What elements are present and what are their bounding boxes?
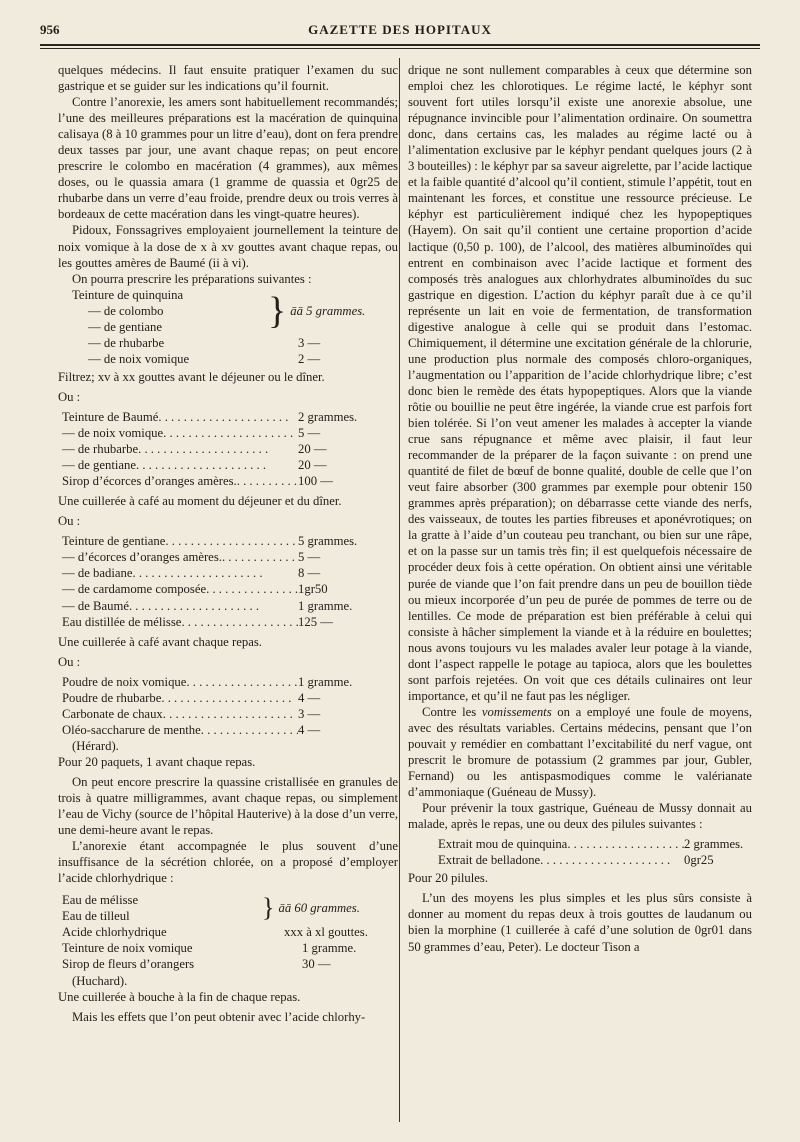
leader-dots [567,836,684,852]
rx-quantity: 20 — [298,458,327,473]
rx-quantity: 3 — [298,706,321,721]
rx-item: Eau de mélisse [62,893,139,908]
rx-quantity: 4 — [298,722,321,737]
rx-row [62,674,380,690]
rx-item: — d’écorces d’oranges amères. [62,550,222,565]
leader-dots [540,852,684,868]
rx-row [62,581,380,597]
journal-title: GAZETTE DES HOPITAUX [308,22,492,37]
rx-item: Teinture de noix vomique [62,941,193,956]
paragraph: drique ne sont nullement comparables à ceux que détermine son emploi chez les chlorotiques. Le régime lacté, le képhyr sont souvent fort utiles lorsqu’il existe une anorexie absolue, une répugnance invincible pour l’alimentation ordinaire. On soumettra donc, dans certains cas, les malades au régime lacté ou à l’alimentation exclusive par le képhyr pendant quelques jours (2 à 3 bouteilles) : le képhyr par sa saveur aigrelette, par l’acide lactique et la faible quantité d’alcool qu’il contient, stimule l’appétit, tout en maintenant les forces, et constitue une ressource précieuse. Le képhyr est particulièrement indiqué chez les hypopeptiques (Hayem). On sait qu’il contient une certaine proportion d’acide lactique (0,50 p. 100), de l’alcool, des matières albuminoïdes qui entrent en combinaison avec l’acide lactique et forment des composés très analogues aux chlorhydrates albuminoïdes du suc gastrique en digestion. L’action du képhyr paraît due à ce qu’il représente un lait en voie de fermentation, de transformation digestive analogue à celle qui se produit dans l’estomac. Chimiquement, il détermine une excitation générale de la chlorurie, une production plus normale des composés chloro-organiques, l’augmentation ou l’apparition de l’acide chlorhydrique libre; c’est donc bien le remède des états hypopeptiques. Alors que la viande rôtie ou bouillie ne peut être ingérée, la viande crue est parfois fort bien tolérée. Si l’on veut amener les malades à accepter la viande crue sans répugnance et même avec plaisir, il faut leur recommander de la préparer de la façon suivante : on prend une quantité de filet de bœuf de bonne qualité, double de celle que l’on veut faire absorber (300 grammes par exemple pour obtenir 150 grammes après préparation); on débarrasse cette viande des nerfs, des vaisseaux, de toutes les parties fibreuses et aponévrotiques; on la gratte à l’aide d’un couteau peu tranchant, ou bien sur une râpe, et on la passe sur un tamis très fin; il est quelquefois nécessaire de procéder deux fois à cette opération. On obtient ainsi une véritable purée de viande que l’on fait prendre dans un peu de bouillon tiède ou mieux incorporée d’un peu de purée de pommes de terre ou de lentilles. Ce mode de préparation est bien préférable à celui qui consiste à hâcher simplement la viande et à la réduire en boulettes; nous avons toujours vu les malades avaler leur potage à la viande, dont l’aspect rappelle le potage au tapioca, alors que les boulettes sont parfois rejetées. On voit que ces détails culinaires ont leur importance, et qu’il ne faut pas les négliger. [408,63,752,703]
leader-dots [161,690,298,706]
leader-dots [158,409,298,425]
rx-row [62,549,380,565]
left-column [58,62,398,1025]
paragraph: Pidoux, Fonssagrives employaient journellement la teinture de noix vomique à la dose de x à xv gouttes avant chaque repas, ou les gouttes amères de Baumé (ii à vi). [58,223,398,270]
rx-row [438,852,756,868]
rx-item: Acide chlorhydrique [62,925,167,940]
paragraph: On pourra prescrire les préparations suivantes : [72,271,312,286]
prescription-4 [58,674,398,738]
leader-dots [201,722,298,738]
rx-item: — de gentiane [62,458,136,473]
brace-icon: } [268,289,287,332]
paragraph: Contre l’anorexie, les amers sont habituellement recommandés; l’une des meilleures préparations est la macération de quinquina calisaya (8 à 10 grammes pour un litre d’eau), dont on fera prendre deux tasses par jour, une avant chaque repas; on peut encore prescrire le colombo en macération (4 grammes), aux mêmes doses, ou le quassia amara (1 gramme de quassia et 0gr25 de rhubarbe dans un verre d’eau froide, prendre deux ou trois verres à bordeaux de cette macération dans les vingt-quatre heures). [58,95,398,222]
rx-row [62,706,380,722]
rx-item: — de rhubarbe [88,335,165,350]
leader-dots [129,598,298,614]
rx-quantity: 100 — [298,474,333,489]
rx-quantity: 1 gramme. [302,941,357,956]
column-divider [399,58,400,1122]
prescription-2 [58,409,398,489]
ou-label: Ou : [58,389,81,404]
text-run: on a employé une foule de moyens, avec des résultats variables. Certains médecins, pensant que l’on pouvait y remédier en combattant l’excitabilité du nerf vague, ont prescrit le bromure de potassium (2 grammes par jour, Gubler, Fernand) ou les antispasmodiques comme le valérianate d’ammoniaque (Guéneau de Mussy). [408,704,752,800]
rx-quantity: 125 — [298,614,333,629]
rx-quantity: xxx à xl gouttes. [284,925,368,940]
leader-dots [163,706,298,722]
ou-label: Ou : [58,654,81,669]
rx-row [62,409,380,425]
rx-item: — de cardamome composée [62,582,207,597]
rx-quantity: 30 — [302,957,331,972]
rx-quantity: 3 — [298,335,321,350]
prescription-6 [408,836,752,868]
rx-quantity: 1 gramme. [298,598,353,613]
leader-dots [136,457,298,473]
rx-item: — de badiane [62,566,133,581]
paragraph: Une cuillerée à café au moment du déjeuner et du dîner. [58,494,342,509]
rx-item: — de gentiane [88,319,162,334]
paragraph: On peut encore prescrire la quassine cristallisée en granules de trois à quatre milligrammes, avant chaque repas, ou simplement l’eau de Vichy (source de l’hôpital Hauterive) à la dose d’un verre, une demi-heure avant le repas. [58,774,398,838]
rx-item: Poudre de rhubarbe [62,690,162,705]
rx-item: Extrait de belladone [438,853,541,868]
rx-item: Extrait mou de quinquina [438,837,568,852]
text-run: Contre les [422,704,482,719]
prescription-3 [58,533,398,629]
rx-quantity: 4 — [298,690,321,705]
rx-quantity: 5 — [298,550,321,565]
prescription-1 [58,287,398,367]
rx-row [62,690,380,706]
leader-dots [165,533,298,549]
paragraph: quelques médecins. Il faut ensuite pratiquer l’examen du suc gastrique et se guider sur les indications qu’il fournit. [58,63,398,94]
rx-quantity: 5 grammes. [298,534,358,549]
paragraph: Filtrez; xv à xx gouttes avant le déjeuner ou le dîner. [58,369,325,384]
running-header [40,20,760,40]
ou-label: Ou : [58,514,81,529]
rx-row [62,425,380,441]
rx-row [62,565,380,581]
rx-item: Eau de tilleul [62,909,130,924]
page-number: 956 [40,22,60,37]
rx-row [438,836,756,852]
rx-item: Sirop d’écorces d’oranges amères. [62,474,237,489]
paragraph: L’un des moyens les plus simples et les plus sûrs consiste à donner au moment du repas deux à trois gouttes de laudanum ou bien la morphine (1 cuillerée à café d’une solution de 0gr01 dans 50 grammes d’eau, Peter). Le docteur Tison a [408,891,752,954]
author-signature: (Hérard). [72,738,119,753]
rx-row [62,614,380,630]
paragraph: Une cuillerée à bouche à la fin de chaque repas. [58,989,301,1004]
paragraph: L’anorexie étant accompagnée le plus souvent d’une insuffisance de la sécrétion chlorée, on a proposé d’employer l’acide chlorhydrique : [58,839,398,886]
rx-item: Oléo-saccharure de menthe [62,722,201,737]
rx-quantity: āā 60 grammes. [278,901,360,916]
leader-dots [138,441,298,457]
paragraph [408,704,752,800]
brace-icon: } [262,893,275,923]
paragraph: Pour 20 paquets, 1 avant chaque repas. [58,754,256,769]
rx-quantity: āā 5 grammes. [290,303,366,318]
rx-item: Teinture de Baumé [62,409,159,424]
header-rule-thick [40,44,760,46]
rx-quantity: 5 — [298,426,321,441]
rx-row [62,441,380,457]
rx-item: — de rhubarbe [62,442,139,457]
author-signature: (Huchard). [72,973,128,988]
rx-row [62,722,380,738]
leader-dots [163,425,298,441]
rx-quantity: 1gr50 [298,582,328,597]
header-rule-thin [40,48,760,49]
rx-item: Carbonate de chaux [62,706,163,721]
rx-row [62,533,380,549]
paragraph: Pour prévenir la toux gastrique, Guéneau de Mussy donnait au malade, après le repas, une ou deux des pilules suivantes : [408,801,752,832]
paragraph: Mais les effets que l’on peut obtenir avec l’acide chlorhy- [72,1009,366,1024]
rx-item: Eau distillée de mélisse [62,614,182,629]
rx-item: — de Baumé [62,598,129,613]
rx-quantity: 2 — [298,351,321,366]
rx-item: — de colombo [88,303,164,318]
rx-item: Teinture de quinquina [72,287,184,302]
rx-row [62,457,380,473]
rx-item: — de noix vomique [62,426,164,441]
leader-dots [132,565,298,581]
leader-dots [237,473,298,489]
right-column [408,62,752,955]
rx-quantity: 2 grammes. [298,409,358,424]
prescription-5 [58,892,398,972]
rx-quantity: 20 — [298,442,327,457]
rx-item: Teinture de gentiane [62,534,166,549]
emphasis: vomissements [481,704,552,719]
rx-quantity: 8 — [298,566,321,581]
rx-item: — de noix vomique [88,351,190,366]
rx-row [62,598,380,614]
rx-quantity: 1 gramme. [298,674,353,689]
rx-row [62,473,380,489]
rx-item: Sirop de fleurs d’orangers [62,957,195,972]
leader-dots [186,674,298,690]
leader-dots [181,614,298,630]
leader-dots [206,581,298,597]
rx-quantity: 2 grammes. [684,837,744,852]
paragraph: Pour 20 pilules. [408,871,489,886]
rx-quantity: 0gr25 [684,853,714,868]
rx-item: Poudre de noix vomique [62,674,187,689]
leader-dots [222,549,298,565]
paragraph: Une cuillerée à café avant chaque repas. [58,634,262,649]
